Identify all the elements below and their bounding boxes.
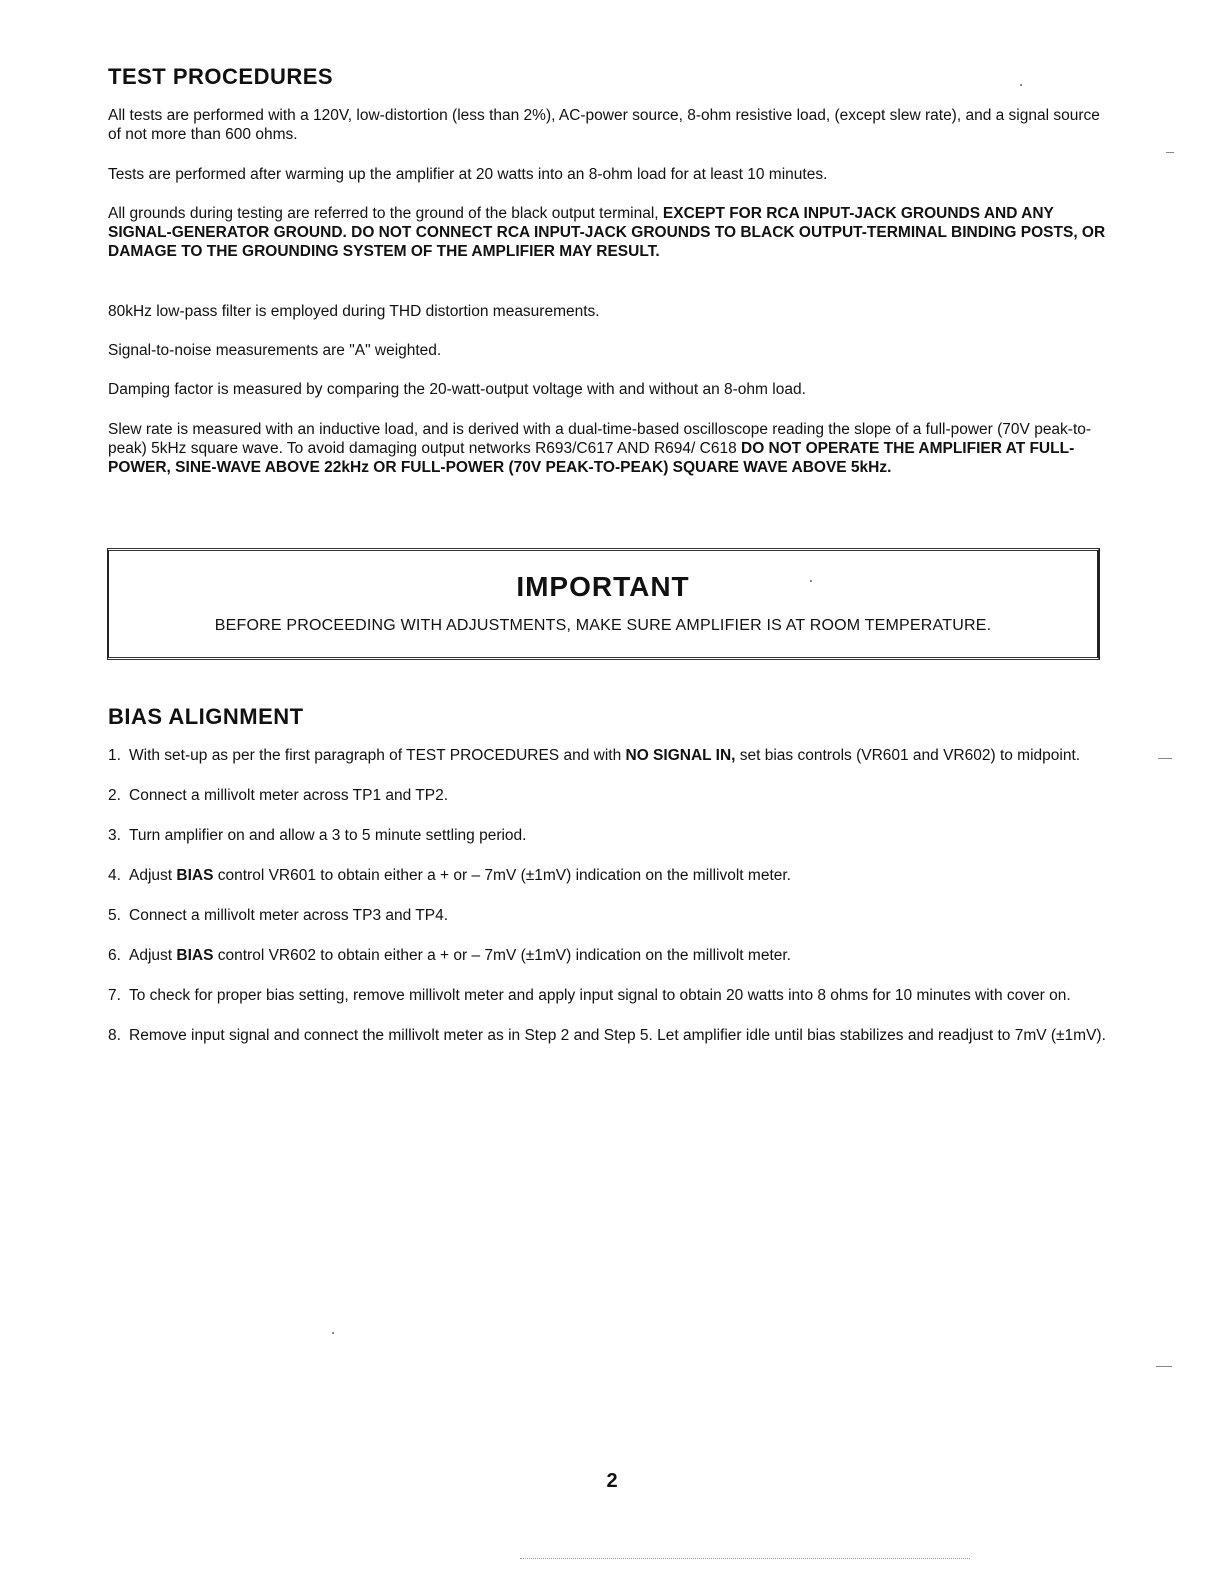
damping-paragraph: Damping factor is measured by comparing the 20-watt-output voltage with and without an 8-ohm load. — [108, 381, 806, 398]
page-number: 2 — [606, 1470, 618, 1492]
bias-step — [108, 786, 1108, 805]
step-emphasis: NO SIGNAL IN, — [625, 747, 736, 764]
slew-rate-warning: DO NOT OPERATE THE AMPLIFIER AT FULL-POWER, SINE-WAVE ABOVE 22kHz OR FULL-POWER (70V PEAK-TO-PEAK) SQUARE WAVE ABOVE 5kHz. — [108, 440, 1075, 476]
scan-speck — [332, 1332, 334, 1334]
slew-rate-text: Slew rate is measured with an inductive load, and is derived with a dual-time-based oscilloscope reading the slope of a full-power (70V peak-to-peak) 5kHz square wave. To avoid damaging output networks R693/C617 AND R694/ C618 — [108, 421, 1092, 457]
bias-step — [108, 906, 1108, 925]
step-number: 4. — [108, 867, 121, 884]
step-number: 6. — [108, 947, 121, 964]
bias-step — [108, 746, 1108, 765]
test-conditions-paragraph: All tests are performed with a 120V, low-distortion (less than 2%), AC-power source, 8-ohm resistive load, (except slew rate), and a signal source of not more than 600 ohms. — [108, 107, 1100, 143]
important-title: IMPORTANT — [516, 571, 690, 602]
step-text-cont: control VR601 to obtain either a + or – 7mV (±1mV) indication on the millivolt meter. — [213, 867, 791, 884]
step-text: Adjust — [129, 867, 177, 884]
slew-rate-paragraph — [108, 420, 1108, 477]
bias-alignment-heading: BIAS ALIGNMENT — [108, 704, 304, 729]
step-emphasis: BIAS — [176, 867, 214, 884]
bias-step — [108, 826, 1108, 845]
bias-step — [108, 986, 1108, 1005]
test-procedures-heading: TEST PROCEDURES — [108, 64, 334, 89]
bias-steps-list — [108, 746, 1108, 1066]
scan-speck — [1166, 152, 1174, 153]
step-text-cont: set bias controls (VR601 and VR602) to midpoint. — [735, 747, 1081, 764]
step-number: 8. — [108, 1027, 121, 1044]
step-number: 3. — [108, 827, 121, 844]
filter-paragraph: 80kHz low-pass filter is employed during THD distortion measurements. — [108, 303, 600, 320]
step-text: Turn amplifier on and allow a 3 to 5 minute settling period. — [129, 827, 527, 844]
step-text: To check for proper bias setting, remove millivolt meter and apply input signal to obtain 20 watts into 8 ohms for 10 minutes with cover on. — [129, 987, 1071, 1004]
important-text: BEFORE PROCEEDING WITH ADJUSTMENTS, MAKE SURE AMPLIFIER IS AT ROOM TEMPERATURE. — [214, 617, 992, 634]
scan-dotted-line — [520, 1558, 970, 1559]
scan-speck — [1158, 758, 1172, 759]
step-text: Adjust — [129, 947, 177, 964]
bias-step — [108, 1026, 1108, 1045]
step-text-cont: control VR602 to obtain either a + or – 7mV (±1mV) indication on the millivolt meter. — [213, 947, 791, 964]
grounding-text: All grounds during testing are referred to the ground of the black output terminal, — [108, 205, 663, 222]
scan-speck — [1156, 1366, 1172, 1367]
warm-up-paragraph: Tests are performed after warming up the amplifier at 20 watts into an 8-ohm load for at least 10 minutes. — [108, 166, 828, 183]
step-text: Connect a millivolt meter across TP3 and TP4. — [129, 907, 449, 924]
step-emphasis: BIAS — [176, 947, 214, 964]
grounding-paragraph — [108, 204, 1108, 261]
step-text: With set-up as per the first paragraph of TEST PROCEDURES and with — [129, 747, 626, 764]
step-number: 1. — [108, 747, 121, 764]
important-notice-box — [107, 548, 1100, 660]
step-number: 2. — [108, 787, 121, 804]
scan-speck — [810, 580, 812, 582]
step-number: 5. — [108, 907, 121, 924]
step-number: 7. — [108, 987, 121, 1004]
bias-step — [108, 866, 1108, 885]
bias-step — [108, 946, 1108, 965]
step-text: Connect a millivolt meter across TP1 and TP2. — [129, 787, 449, 804]
scan-speck — [1020, 84, 1022, 86]
snr-paragraph: Signal-to-noise measurements are "A" weighted. — [108, 342, 442, 359]
step-text: Remove input signal and connect the millivolt meter as in Step 2 and Step 5. Let amplifier idle until bias stabilizes and readjust to 7mV (±1mV). — [129, 1027, 1106, 1044]
grounding-warning: EXCEPT FOR RCA INPUT-JACK GROUNDS AND ANY SIGNAL-GENERATOR GROUND. DO NOT CONNECT RCA INPUT-JACK GROUNDS TO BLACK OUTPUT-TERMINAL BINDING POSTS, OR DAMAGE TO THE GROUNDING SYSTEM OF THE AMPLIFIER MAY RESULT. — [108, 205, 1106, 260]
